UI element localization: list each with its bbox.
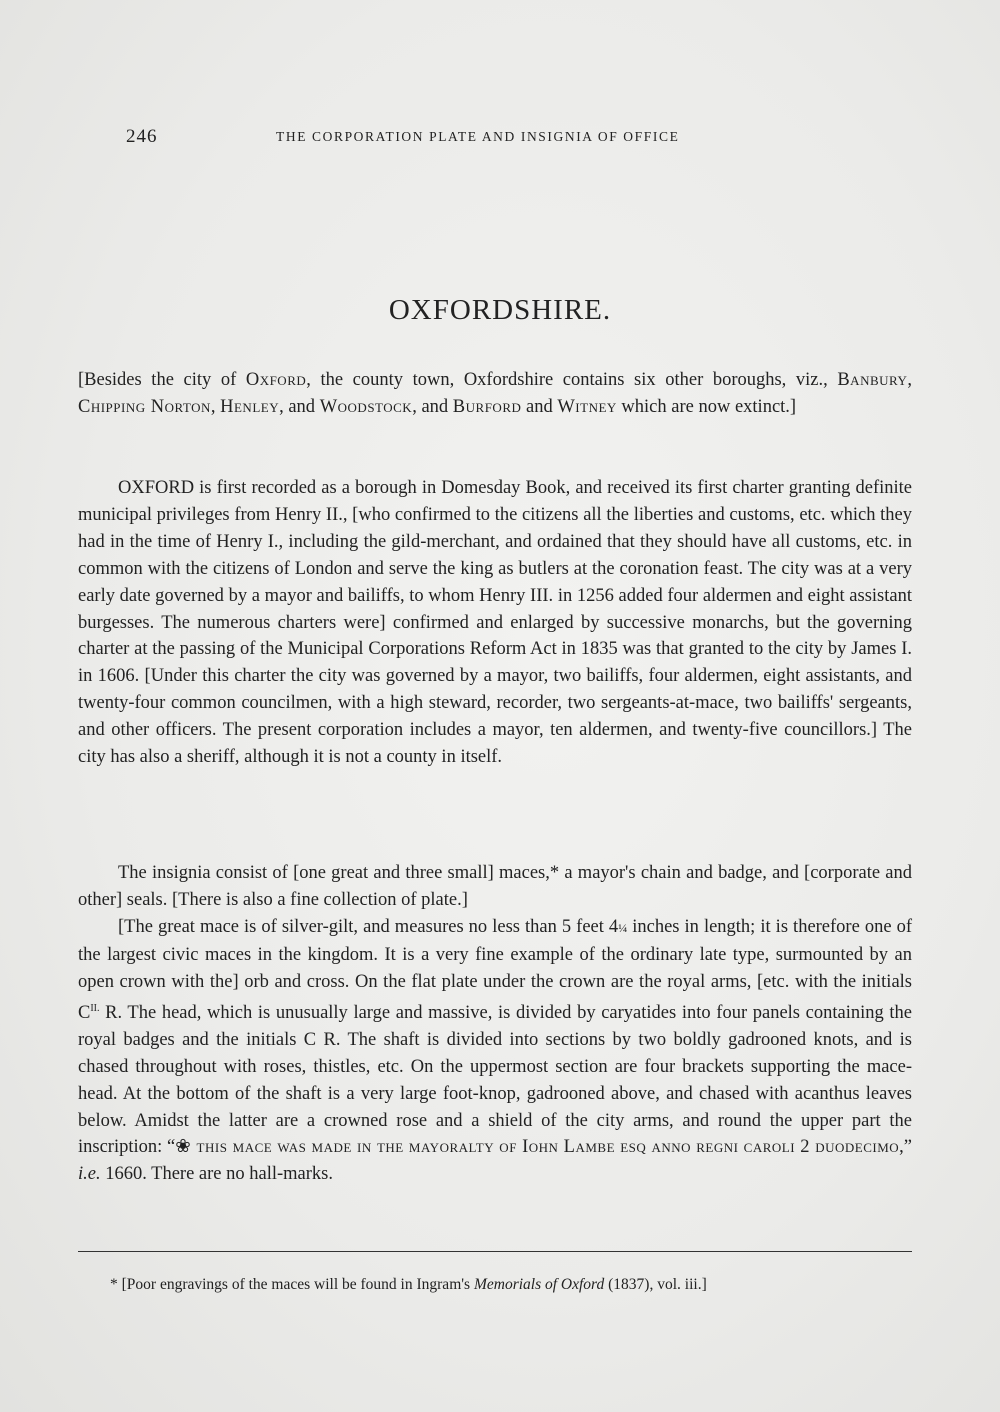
place-henley: Henley <box>220 396 280 417</box>
book-title: Memorials of Oxford <box>473 1276 605 1293</box>
fraction-quarter: ¼ <box>618 921 628 935</box>
insignia-paragraph: The insignia consist of [one great and three small] maces,* a mayor's chain and badge, and [corporate and other] seals. [There is also a fine collection of plate.] <box>78 863 912 910</box>
running-head: THE CORPORATION PLATE AND INSIGNIA OF OFFICE <box>276 129 680 144</box>
section-title: OXFORDSHIRE. <box>388 294 612 326</box>
page-number: 246 <box>126 126 158 147</box>
place-witney: Witney <box>557 396 617 417</box>
mace-inscription: ❀ this mace was made in the mayoralty of Iohn Lambe esq anno regni caroli 2 duodecimo <box>175 1137 900 1158</box>
place-chipping-norton: Chipping Norton <box>78 396 211 417</box>
page-header <box>126 126 916 150</box>
place-woodstock: Woodstock <box>319 396 413 417</box>
place-burford: Burford <box>452 396 522 417</box>
superscript-roman: II. <box>90 1002 100 1014</box>
footnote-divider <box>78 1251 912 1252</box>
ie-abbreviation: i.e. <box>78 1164 101 1185</box>
history-paragraph: OXFORD is first recorded as a borough in Domesday Book, and received its first charter granting definite municipal privileges from Henry II., [who confirmed to the citizens all the liberties and customs, etc. which they had in the time of Henry I., including the gild-merchant, and ordained that they should have all customs, etc. in common with the citizens of London and serve the king as butlers at the coronation feast. The city was at a very early date governed by a mayor and bailiffs, to whom Henry III. in 1256 added four aldermen and eight assistant burgesses. The numerous charters were] confirmed and enlarged by successive monarchs, but the governing charter at the passing of the Municipal Corporations Reform Act in 1835 was that granted to the city by James I. in 1606. [Under this charter the city was governed by a mayor, two bailiffs, four aldermen, eight assistants, and twenty-four common councilmen, with a high steward, recorder, two sergeants-at-mace, two bailiffs' sergeants, and other officers. The present corporation includes a mayor, ten aldermen, and twenty-five councillors.] The city has also a sheriff, although it is not a county in itself. <box>78 478 912 768</box>
footnote: * [Poor engravings of the maces will be found in Ingram's Memorials of Oxford (1837), vol. iii.] <box>110 1276 707 1293</box>
intro-paragraph: [Besides the city of Oxford, the county town, Oxfordshire contains six other boroughs, viz., Banbury, Chipping Norton, Henley, and Woodstock, and Burford and Witney which are now extinct.] <box>78 370 912 417</box>
place-banbury: Banbury <box>837 370 908 390</box>
mace-paragraph: [The great mace is of silver-gilt, and measures no less than 5 feet 4¼ inches in length; it is therefore one of the largest civic maces in the kingdom. It is a very fine example of the ordinary late type, surmounted by an open crown with the] orb and cross. On the flat plate under the crown are the royal arms, [etc. with the initials $C^{II.}$ R. The head, which is unusually large and massive, is divided by caryatides into four panels containing the royal badges and the initials C R. The shaft is divided into sections by two boldly gadrooned knots, and is chased throughout with roses, thistles, etc. On the uppermost section are four brackets supporting the mace-head. At the bottom of the shaft is a very large foot-knop, gadrooned above, and chased with acanthus leaves below. Amidst the latter are a crowned rose and a shield of the city arms, and round the upper part the inscription: “❀ this mace was made in the mayoralty of Iohn Lambe esq anno regni caroli 2 duodecimo,” i.e. 1660. There are no hall-marks. <box>78 917 912 1185</box>
place-oxford: Oxford <box>245 370 307 390</box>
